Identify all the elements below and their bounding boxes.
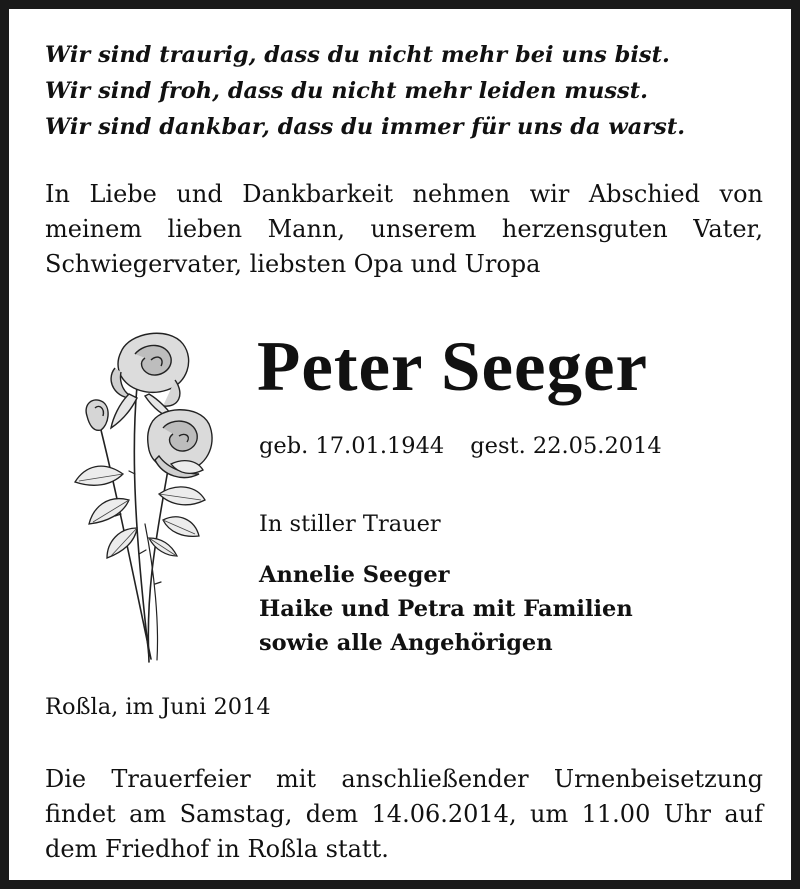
farewell-intro: In Liebe und Dankbarkeit nehmen wir Abschied von meinem lieben Mann, unserem herzensguten Vater, Schwiegervater, liebsten Opa und Uropa (45, 180, 763, 278)
verse-line-2: Wir sind froh, dass du nicht mehr leiden musst. (45, 78, 648, 104)
mourner-3: sowie alle Angehörigen (259, 630, 553, 656)
verse-line-1: Wir sind traurig, dass du nicht mehr bei uns bist. (45, 42, 670, 68)
memorial-verse (45, 37, 765, 145)
birth-date: geb. 17.01.1944 (259, 433, 445, 459)
death-date: gest. 22.05.2014 (470, 433, 662, 459)
mourner-2: Haike und Petra mit Familien (259, 596, 633, 622)
deceased-name: Peter Seeger (257, 328, 649, 406)
mourner-1: Annelie Seeger (259, 562, 450, 588)
verse-line-3: Wir sind dankbar, dass du immer für uns da warst. (45, 114, 686, 140)
mourning-label: In stiller Trauer (259, 511, 441, 537)
life-dates (259, 431, 662, 461)
funeral-notice: Die Trauerfeier mit anschließender Urnenbeisetzung findet am Samstag, dem 14.06.2014, um 11.00 Uhr auf dem Friedhof in Roßla statt. (45, 765, 763, 863)
mourners-list (259, 558, 633, 660)
rose-illustration (59, 324, 229, 669)
place-date: Roßla, im Juni 2014 (45, 694, 271, 720)
